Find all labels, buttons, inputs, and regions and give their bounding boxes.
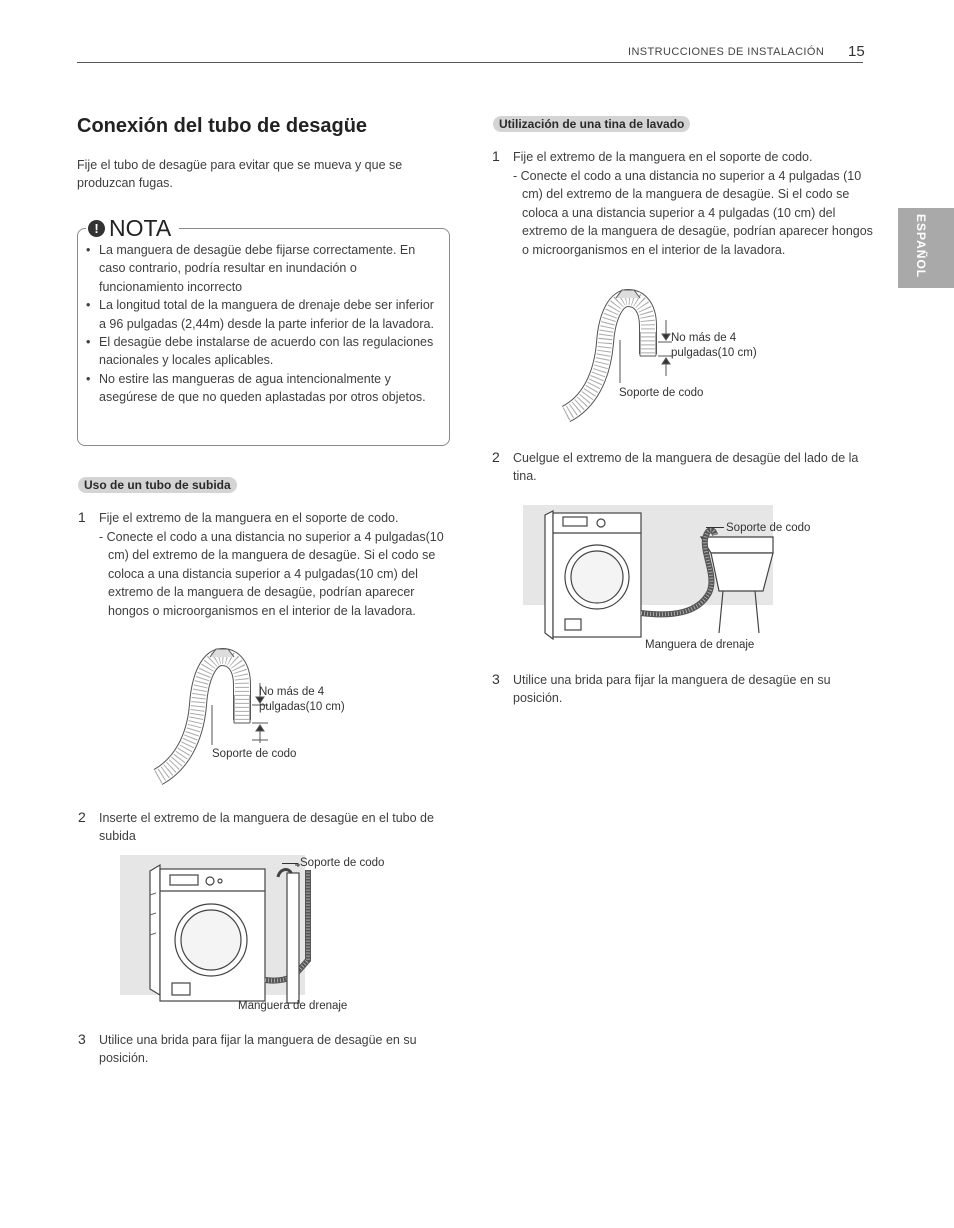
- washer-standpipe-diagram: [120, 855, 410, 1005]
- distance-label: No más de 4 pulgadas(10 cm): [671, 332, 757, 359]
- language-tab: [898, 208, 954, 288]
- note-label: NOTA: [109, 214, 172, 241]
- distance-label: No más de 4 pulgadas(10 cm): [259, 686, 345, 713]
- page-number: 15: [848, 43, 865, 60]
- step-text: Inserte el extremo de la manguera de desagüe en el tubo de subida: [99, 811, 434, 844]
- note-heading: [86, 215, 179, 241]
- note-item: • El desagüe debe instalarse de acuerdo con las regulaciones nacionales y locales aplicables.: [86, 333, 434, 370]
- step-detail: - Conecte el codo a una distancia no superior a 4 pulgadas(10 cm) del extremo de la manguera de desagüe. Si el codo se coloca a una distancia superior a 4 pulgadas(10 cm) del extremo de la manguera de desagüe, podrían aparecer hongos o microorganismos en el interior de la lavadora.: [99, 530, 444, 618]
- step-text: Utilice una brida para fijar la manguera de desagüe en su posición.: [513, 673, 831, 706]
- note-list: [86, 241, 434, 407]
- elbow-label: Soporte de codo: [212, 748, 297, 760]
- step-number: 1: [492, 148, 500, 164]
- elbow-label: Soporte de codo: [300, 857, 385, 869]
- subsection-heading-tub: [493, 115, 690, 133]
- elbow-label: Soporte de codo: [619, 387, 704, 399]
- section-title: Conexión del tubo de desagüe: [77, 115, 368, 137]
- step-number: 3: [78, 1031, 86, 1047]
- step-detail: - Conecte el codo a una distancia no superior a 4 pulgadas (10 cm) del extremo de la manguera de desagüe. Si el codo se coloca a una distancia superior a 4 pulgadas (10 cm) del extremo de la manguera de desagüe, podrían aparecer hongos o microorganismos en el interior de la lavadora.: [513, 169, 873, 257]
- step-text: Cuelgue el extremo de la manguera de desagüe del lado de la tina.: [513, 451, 859, 484]
- step-number: 2: [492, 449, 500, 465]
- header-rule: [77, 62, 863, 63]
- step-text: Utilice una brida para fijar la manguera de desagüe en su posición.: [99, 1033, 417, 1066]
- note-item: • No estire las mangueras de agua intencionalmente y asegúrese de que no queden aplastadas por otros objetos.: [86, 370, 434, 407]
- leader-line: [282, 863, 298, 864]
- intro-paragraph: Fije el tubo de desagüe para evitar que se mueva y que se produzcan fugas.: [77, 158, 403, 191]
- hose-label: Manguera de drenaje: [238, 1000, 348, 1012]
- hose-label: Manguera de drenaje: [645, 639, 755, 651]
- warning-icon: !: [88, 220, 105, 237]
- leader-line: [706, 527, 724, 528]
- step-number: 3: [492, 671, 500, 687]
- note-item: • La manguera de desagüe debe fijarse correctamente. En caso contrario, podría resultar en inundación o funcionamiento incorrecto: [86, 241, 434, 296]
- step-number: 1: [78, 509, 86, 525]
- elbow-label: Soporte de codo: [726, 522, 811, 534]
- subsection-heading-standpipe: [78, 476, 237, 494]
- elbow-hose-diagram-standpipe: [150, 645, 380, 790]
- subsection-label: Uso de un tubo de subida: [78, 477, 237, 493]
- language-tab-label: ESPAÑOL: [914, 214, 928, 279]
- running-header: INSTRUCCIONES DE INSTALACIÓN: [628, 46, 825, 58]
- step-text: Fije el extremo de la manguera en el soporte de codo.: [513, 150, 813, 164]
- step-number: 2: [78, 809, 86, 825]
- note-item: • La longitud total de la manguera de drenaje debe ser inferior a 96 pulgadas (2,44m) desde la parte inferior de la lavadora.: [86, 296, 434, 333]
- step-text: Fije el extremo de la manguera en el soporte de codo.: [99, 511, 399, 525]
- subsection-label: Utilización de una tina de lavado: [493, 116, 690, 132]
